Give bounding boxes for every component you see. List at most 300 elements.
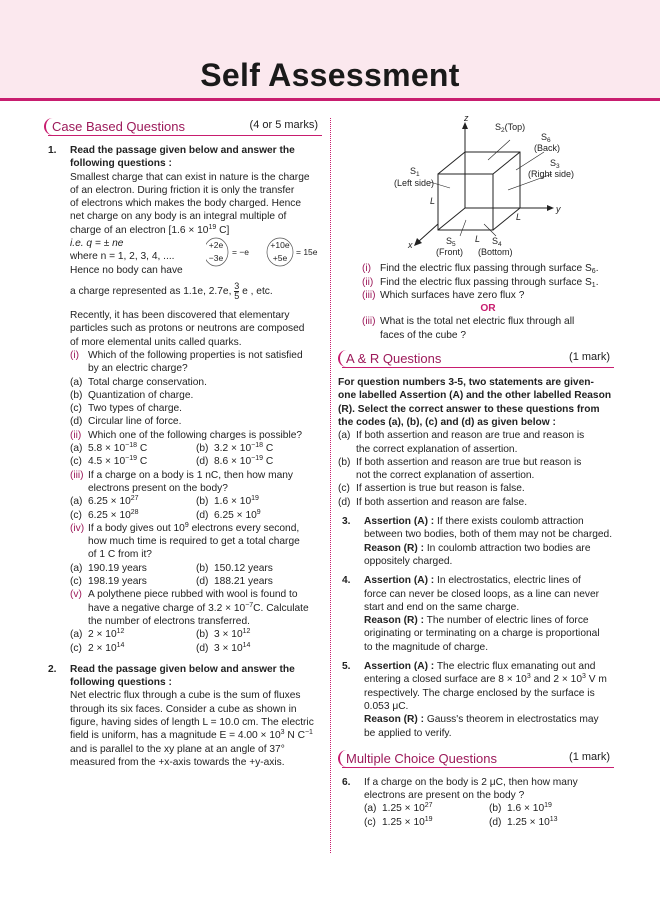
instruction-line: For question numbers 3-5, two statements are given-	[338, 377, 594, 389]
header-band	[0, 0, 660, 101]
question-number: 2.	[48, 663, 57, 675]
case-based-section-header	[44, 116, 322, 138]
exponent: 9	[184, 521, 189, 529]
option-label: (d)	[489, 816, 502, 828]
option-unit: C	[136, 443, 148, 455]
passage-line: and is parallel to the xy plane at an angle of 37°	[70, 743, 285, 755]
q2-sub-iii-or	[362, 315, 614, 342]
option-label: (c)	[70, 456, 82, 468]
q2-sub-i	[362, 262, 614, 275]
option-row	[70, 562, 322, 575]
leader-line	[488, 140, 510, 160]
passage-line: of an electron. During friction it is only the transfer	[70, 184, 295, 196]
section-marks: (4 or 5 marks)	[249, 119, 318, 131]
exponent: −1	[304, 729, 313, 737]
code-text: If both assertion and reason are true but reason is	[356, 456, 582, 468]
option-text: 1.25 × 10	[382, 816, 425, 828]
surface-s4-desc: (Bottom)	[478, 247, 513, 257]
code-text: the correct explanation of assertion.	[356, 443, 518, 455]
sub-text	[88, 522, 322, 535]
exponent: 14	[242, 641, 251, 649]
option-unit: C	[136, 456, 148, 468]
option-text: Quantization of charge.	[88, 389, 194, 401]
passage-line: Net electric flux through a cube is the sum of fluxes	[70, 690, 301, 702]
subscript: 6	[591, 268, 596, 276]
option-row	[70, 642, 322, 655]
option-label: (c)	[364, 816, 376, 828]
surface-s5-desc: (Front)	[436, 247, 463, 257]
assertion-text: In electrostatics, electric lines of	[434, 575, 581, 587]
option-label: (b)	[489, 803, 502, 815]
option	[70, 628, 196, 641]
code-text: If assertion is true but reason is false.	[356, 483, 525, 495]
exponent: 3	[280, 729, 285, 737]
reason-text: Gauss's theorem in electrostatics may	[424, 714, 599, 726]
option-text: 3 × 10	[214, 642, 243, 654]
sub-text: What is the total net electric flux through all	[380, 316, 575, 328]
passage-line: through its six faces. Consider a cube as shown in	[70, 703, 297, 715]
sub-number: (iii)	[362, 316, 376, 328]
y-arrow-icon	[547, 205, 554, 211]
exponent: −18	[251, 442, 263, 450]
exponent: 3	[582, 673, 586, 681]
assertion-text: force can never be closed loops, as a line can never	[364, 588, 600, 600]
option-text: 6.25 × 10	[214, 509, 257, 521]
exponent: 14	[116, 641, 125, 649]
option	[70, 389, 322, 402]
option-text: 190.19 years	[88, 562, 147, 574]
passage-line: of electrons which makes the body charged. Hence	[70, 198, 302, 210]
code-text: If both assertion and reason are true and reason is	[356, 430, 585, 442]
sub-question-v	[70, 588, 322, 628]
assertion-text: and 2 × 10	[530, 674, 583, 686]
surface-letter: S	[550, 158, 557, 168]
option	[70, 442, 196, 455]
option	[489, 816, 614, 829]
exponent: −18	[125, 442, 137, 450]
reason-line	[364, 713, 614, 726]
passage-line: particles such as protons or neutrons are composed	[70, 323, 305, 335]
option	[196, 628, 322, 641]
charge-sum: = −e	[232, 247, 250, 258]
reason-line	[364, 614, 614, 627]
surface-s6-desc: (Back)	[534, 143, 561, 153]
assertion-label: Assertion (A) :	[364, 661, 435, 673]
question-1	[44, 144, 322, 655]
code-text: If both assertion and reason are false.	[356, 496, 528, 508]
question-intro-line: Read the passage given below and answer the	[70, 663, 295, 675]
reason-line	[364, 542, 614, 555]
cube-flux-diagram	[338, 116, 614, 258]
ar-code	[338, 482, 614, 495]
code-label: (c)	[338, 483, 350, 495]
cube-edge	[438, 208, 465, 230]
sub-text: .	[595, 276, 599, 288]
sub-number: (v)	[70, 589, 82, 601]
passage-line: measured from the +x-axis towards the +y-axis.	[70, 756, 285, 768]
assertion-text: The electric flux emanating out and	[434, 661, 596, 673]
option	[70, 509, 196, 522]
sub-text-part: electrons every second,	[188, 522, 300, 534]
sub-question-i	[70, 349, 322, 376]
sub-text-part: have a negative charge of 3.2 × 10	[88, 602, 246, 614]
option-text: 1.6 × 10	[507, 803, 545, 815]
ar-code	[338, 429, 614, 456]
option-text: 4.5 × 10	[88, 456, 126, 468]
question-number: 5.	[342, 661, 351, 673]
option-label: (d)	[196, 576, 209, 588]
option-text: 198.19 years	[88, 576, 147, 588]
right-column	[338, 116, 614, 829]
assertion-text: V m	[585, 674, 607, 686]
assertion-text: entering a closed surface are 8 × 10	[364, 674, 527, 686]
option-text: 5.8 × 10	[88, 443, 126, 455]
cube-edge	[493, 152, 520, 174]
option	[70, 575, 196, 588]
option-label: (a)	[364, 803, 377, 815]
charge-block	[70, 237, 322, 277]
assertion-text: start and end on the same charge.	[364, 601, 520, 613]
option-label: (a)	[70, 496, 83, 508]
option	[70, 642, 196, 655]
passage-line: of more elemental units called quarks.	[70, 336, 242, 348]
sub-text: Find the electric flux passing through surface S	[380, 263, 592, 275]
option	[364, 802, 489, 815]
reason-text: The number of electric lines of force	[424, 615, 589, 627]
option-label: (d)	[196, 456, 209, 468]
exponent: 19	[251, 495, 259, 503]
ie-line: i.e. q = ± ne	[70, 238, 124, 250]
passage-line	[70, 729, 322, 742]
sub-question-iii	[70, 469, 322, 496]
instruction-line: one labelled Assertion (A) and the other labelled Reason	[338, 390, 612, 402]
option-label: (b)	[196, 629, 209, 641]
option-row	[70, 628, 322, 641]
option-text: 2 × 10	[88, 629, 117, 641]
reason-text: originating or terminating on a charge is proportional	[364, 628, 600, 640]
option-label: (d)	[196, 642, 209, 654]
exponent: 9	[256, 508, 261, 516]
question-5	[338, 660, 614, 740]
passage-text: N C	[284, 730, 305, 742]
question-intro-line: Read the passage given below and answer the	[70, 145, 295, 156]
question-number: 4.	[342, 575, 351, 587]
cube-edge	[438, 152, 465, 174]
option-text: Total charge conservation.	[88, 376, 207, 388]
assertion-label: Assertion (A) :	[364, 516, 435, 528]
passage-line: Smallest charge that can exist in nature is the charge	[70, 171, 310, 183]
question-intro-line: following questions :	[70, 677, 172, 689]
option	[70, 455, 196, 468]
section-title: A & R Questions	[338, 350, 445, 367]
sub-text: by an electric charge?	[88, 363, 188, 375]
assertion-line	[364, 574, 614, 587]
surface-index: 2	[501, 127, 505, 134]
q2-sub-ii	[362, 276, 614, 289]
reason-text: oppositely charged.	[364, 555, 453, 567]
charge-label: +10e	[270, 240, 290, 251]
option	[489, 802, 614, 815]
option	[196, 562, 322, 575]
question-3	[338, 515, 614, 568]
section-title: Case Based Questions	[44, 118, 189, 135]
sub-text: how much time is required to get a total charge	[88, 536, 300, 548]
exponent: 3	[526, 673, 531, 681]
option-text: 6.25 × 10	[88, 496, 131, 508]
option	[364, 816, 489, 829]
option-label: (d)	[70, 416, 83, 428]
page-title: Self Assessment	[200, 57, 460, 93]
assertion-line	[364, 515, 614, 528]
option	[70, 402, 322, 415]
option-row	[364, 816, 614, 829]
passage-line: figure, having sides of length L = 10.0 cm. The electric	[70, 716, 314, 728]
section-marks: (1 mark)	[569, 750, 610, 763]
exponent: 19	[544, 802, 552, 810]
surface-letter: S	[446, 236, 453, 246]
assertion-line	[364, 673, 614, 686]
charge-example-figure	[206, 237, 356, 267]
represented-text: a charge represented as 1.1e, 2.7e,	[70, 286, 232, 298]
option	[70, 562, 196, 575]
exponent: 12	[242, 628, 251, 636]
surface-s3-desc: (Right side)	[528, 169, 575, 179]
exponent: −19	[125, 455, 137, 463]
surface-s1-label	[410, 166, 420, 178]
q2-sub-iii	[362, 289, 614, 302]
option-text: 3.2 × 10	[214, 443, 252, 455]
reason-text: to the magnitude of charge.	[364, 641, 489, 653]
question-number: 3.	[342, 516, 351, 528]
option-text: 188.21 years	[214, 576, 273, 588]
option-label: (c)	[70, 642, 82, 654]
represented-text: e , etc.	[242, 286, 273, 298]
ar-instructions	[338, 376, 614, 429]
leader-line	[460, 220, 466, 236]
exponent: 27	[130, 495, 139, 503]
code-label: (a)	[338, 430, 351, 442]
sub-text	[88, 602, 322, 615]
y-label: y	[556, 204, 561, 214]
option	[70, 376, 322, 389]
where-line: where n = 1, 2, 3, 4, ....	[70, 251, 175, 263]
sub-number: (iii)	[362, 289, 376, 301]
sub-number: (i)	[70, 349, 80, 361]
passage-text: C]	[216, 224, 230, 236]
reason-text: In coulomb attraction two bodies are	[424, 542, 591, 554]
option	[70, 495, 196, 508]
option-text: 1.25 × 10	[382, 803, 425, 815]
charge-label: −3e	[208, 253, 224, 264]
option-row	[70, 495, 322, 508]
reason-label: Reason (R) :	[364, 615, 424, 627]
section-marks: (1 mark)	[569, 351, 610, 364]
surface-letter: S	[541, 132, 548, 142]
sub-text: electrons present on the body?	[88, 482, 228, 494]
sub-text: If a charge on a body is 1 nC, then how many	[88, 469, 294, 481]
code-text: not the correct explanation of assertion.	[356, 470, 535, 482]
surface-desc: (Top)	[504, 122, 526, 132]
exponent: 12	[116, 628, 125, 636]
x-label: x	[408, 240, 413, 250]
section-underline	[48, 135, 322, 136]
option-label: (a)	[70, 443, 83, 455]
passage-line	[70, 224, 322, 237]
exponent: 27	[424, 802, 433, 810]
reason-label: Reason (R) :	[364, 714, 424, 726]
option-text: 3 × 10	[214, 629, 243, 641]
option-text: 150.12 years	[214, 562, 273, 574]
ar-section-header	[338, 348, 614, 370]
section-underline	[342, 767, 614, 768]
option-text: Circular line of force.	[88, 416, 182, 428]
option	[196, 455, 322, 468]
reason-text: be applied to verify.	[364, 727, 452, 739]
option-label: (c)	[70, 403, 82, 415]
column-divider	[330, 118, 331, 853]
surface-letter: S	[495, 122, 502, 132]
option-row	[70, 509, 322, 522]
passage-text: charge of an electron [1.6 × 10	[70, 224, 209, 236]
option	[196, 575, 322, 588]
option-label: (c)	[70, 576, 82, 588]
instruction-line: (R). Select the correct answer to these questions from	[338, 403, 600, 415]
question-number: 1.	[48, 145, 57, 156]
option	[196, 509, 322, 522]
charge-label: +2e	[208, 240, 224, 251]
sub-text: Which surfaces have zero flux ?	[380, 289, 525, 301]
sub-number: (i)	[362, 263, 372, 275]
section-underline	[342, 367, 614, 368]
surface-index: 6	[547, 137, 551, 144]
option-label: (b)	[196, 443, 209, 455]
option	[196, 495, 322, 508]
option-text: 1.25 × 10	[507, 816, 550, 828]
option-row	[70, 442, 322, 455]
length-label: L	[516, 212, 522, 222]
assertion-text: 0.053 μC.	[364, 700, 409, 712]
sub-text: faces of the cube ?	[380, 329, 467, 341]
passage-line: Recently, it has been discovered that elementary	[70, 310, 290, 322]
sub-text: Which one of the following charges is possible?	[88, 429, 303, 441]
represented-line	[70, 281, 322, 303]
surface-index: 3	[556, 163, 560, 170]
sub-number: (iv)	[70, 522, 85, 534]
sub-text: the number of electrons transferred.	[88, 615, 250, 627]
passage-text: field is uniform, has a magnitude E = 4.00 × 10	[70, 730, 281, 742]
mcq-section-header	[338, 748, 614, 770]
length-label: L	[430, 196, 436, 206]
question-number: 6.	[342, 776, 351, 788]
sub-number: (iii)	[70, 469, 84, 481]
assertion-text: respectively. The charge enclosed by the surface is	[364, 687, 595, 699]
fraction-numerator: 3	[234, 280, 240, 291]
charge-label: +5e	[272, 253, 288, 264]
sub-text-part: If a body gives out 10	[88, 522, 185, 534]
exponent: 28	[130, 508, 139, 516]
exponent: 19	[208, 223, 217, 231]
length-label: L	[475, 234, 481, 244]
assertion-label: Assertion (A) :	[364, 575, 435, 587]
sub-text: A polythene piece rubbed with wool is found to	[88, 589, 298, 601]
option-label: (a)	[70, 562, 83, 574]
ar-code	[338, 456, 614, 483]
sub-text: Find the electric flux passing through surface S	[380, 276, 592, 288]
z-arrow-icon	[462, 122, 468, 129]
assertion-line	[364, 660, 614, 673]
question-intro-line: following questions :	[70, 158, 172, 170]
option-label: (b)	[70, 389, 83, 401]
z-label: z	[464, 116, 469, 123]
option-unit: C	[262, 443, 274, 455]
question-6	[338, 776, 614, 829]
section-title: Multiple Choice Questions	[338, 750, 501, 767]
option-text: 2 × 10	[88, 642, 117, 654]
surface-s1-desc: (Left side)	[394, 178, 435, 188]
surface-index: 4	[498, 241, 502, 248]
code-label: (b)	[338, 456, 351, 468]
option-label: (d)	[196, 509, 209, 521]
question-2	[44, 663, 322, 769]
option-unit: C	[262, 456, 274, 468]
question-4	[338, 574, 614, 654]
sub-text-part: C. Calculate	[253, 602, 309, 614]
or-separator: OR	[480, 303, 496, 315]
surface-s2-label	[495, 122, 525, 134]
sub-text: .	[595, 263, 599, 275]
x-axis	[418, 224, 438, 242]
sub-question-ii	[70, 429, 322, 442]
sub-number: (ii)	[70, 429, 82, 441]
exponent: −7	[245, 601, 254, 609]
charge-sum: = 15e	[296, 247, 318, 258]
hence-line: Hence no body can have	[70, 264, 183, 276]
question-text: If a charge on the body is 2 μC, then how many	[364, 776, 578, 788]
surface-index: 5	[452, 241, 456, 248]
fraction-denominator: 5	[234, 290, 240, 301]
surface-letter: S	[492, 236, 499, 246]
fraction-three-fifths	[234, 282, 239, 301]
sub-text: of 1 C from it?	[88, 549, 152, 561]
exponent: 19	[424, 815, 433, 823]
subscript: 1	[591, 281, 596, 289]
option-label: (b)	[196, 562, 209, 574]
passage-line: net charge on any body is an integral multiple of	[70, 211, 287, 223]
sub-text: Which of the following properties is not satisfied	[88, 349, 303, 361]
reason-label: Reason (R) :	[364, 542, 424, 554]
ar-code	[338, 496, 614, 509]
option	[196, 642, 322, 655]
option-row	[364, 802, 614, 815]
option-text: 6.25 × 10	[88, 509, 131, 521]
surface-index: 1	[416, 171, 420, 178]
option-label: (c)	[70, 509, 82, 521]
exponent: 13	[549, 815, 558, 823]
option-label: (a)	[70, 629, 83, 641]
option-label: (a)	[70, 376, 83, 388]
option-row	[70, 575, 322, 588]
sub-number: (ii)	[362, 276, 374, 288]
option-text: 8.6 × 10	[214, 456, 252, 468]
assertion-text: between two bodies, both of them may not be charged.	[364, 529, 613, 541]
option-label: (b)	[196, 496, 209, 508]
assertion-text: If there exists coulomb attraction	[434, 516, 584, 528]
question-2-subs	[338, 262, 614, 342]
option	[196, 442, 322, 455]
option	[70, 415, 322, 428]
code-label: (d)	[338, 496, 351, 508]
surface-letter: S	[410, 166, 417, 176]
